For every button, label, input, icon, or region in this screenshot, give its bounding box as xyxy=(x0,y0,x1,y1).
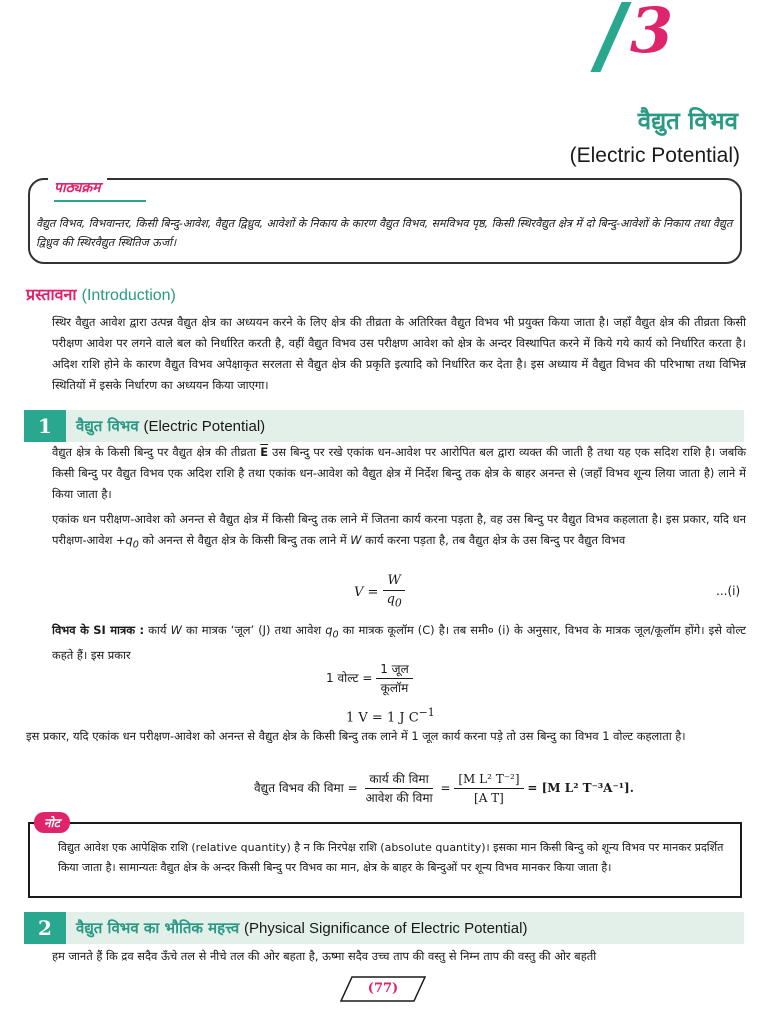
note-box xyxy=(28,816,742,898)
equation-potential-numerator: W xyxy=(383,572,404,591)
section-1-header xyxy=(24,410,744,442)
charge-q: +q xyxy=(115,533,133,547)
equation-dimension-fraction-1 xyxy=(362,770,437,807)
equation-den-q-subscript: 0 xyxy=(394,596,402,610)
section-1-title xyxy=(76,416,265,436)
section-1-paragraph-2-text xyxy=(26,509,746,555)
charge-symbol xyxy=(115,533,139,551)
equation-dimension-lhs: वैद्युत विभव की विमा = xyxy=(254,781,358,795)
para1-part-a: वैद्युत क्षेत्र के किसी बिन्दु पर वैद्युत क्षेत्र की तीव्रता xyxy=(52,445,257,459)
section-1-paragraph-1 xyxy=(26,442,746,505)
para2-part-b: को अनन्त से वैद्युत क्षेत्र के किसी बिन्दु तक लाने में xyxy=(142,533,347,547)
si-part-c: का मात्रक कूलॉम (C) है। तब समी० (i) के अनुसार, विभव के मात्रक जूल/कूलॉम होंगे। इसे वोल्ट कहते हैं। इस प्रकार xyxy=(52,623,747,663)
syllabus-box xyxy=(28,178,742,264)
si-charge-q-subscript: 0 xyxy=(332,629,339,641)
field-vector-symbol: $\overline{E}$ xyxy=(260,445,269,459)
si-part-b: का मात्रक ‘जूल’ (J) तथा आवेश xyxy=(185,623,322,637)
volt-definition-paragraph: इस प्रकार, यदि एकांक धन परीक्षण-आवेश को अनन्त से वैद्युत क्षेत्र के किसी बिन्दु तक लाने में 1 जूल कार्य करना पड़े तो उस बिन्दु का विभव 1 वोल्ट कहलाता है। xyxy=(26,729,686,743)
section-2-paragraph-text: हम जानते हैं कि द्रव सदैव ऊँचे तल से नीचे तल की ओर बहता है, ऊष्मा सदैव उच्च ताप की वस्तु से निम्न ताप की वस्तु की ओर बहती xyxy=(52,949,597,963)
syllabus-title-underline xyxy=(54,200,146,202)
section-1-paragraph-1-text xyxy=(26,442,746,505)
equation-volt-unit-text: 1 V = 1 J C xyxy=(346,710,419,726)
para1-part-b: उस बिन्दु पर रखे एकांक धन-आवेश पर आरोपित बल द्वारा व्यक्त की जाती है तथा यह एक सदिश राशि है। जबकि किसी बिन्दु पर वैद्युत विभव एक अदिश राशि है तथा एकांक धन-आवेश को वैद्युत क्षेत्र में निर्देश बिन्दु तक क्षेत्र के बाहर अनन्त से (जहाँ विभव शून्य लिया जाता है) लाने में किया जाता है। xyxy=(52,445,747,501)
equation-volt-numerator: 1 जूल xyxy=(376,660,413,679)
section-1-title-hindi: वैद्युत विभव xyxy=(76,417,139,435)
section-1-title-english: (Electric Potential) xyxy=(143,418,266,435)
equation-dimension-numerator-1: कार्य की विमा xyxy=(365,770,432,789)
chapter-title-hindi: वैद्युत विभव xyxy=(637,107,738,135)
section-2-paragraph xyxy=(26,946,746,967)
si-charge-symbol xyxy=(325,623,339,641)
equation-volt-denominator: कूलॉम xyxy=(380,681,409,695)
equals-sign: = xyxy=(440,781,451,795)
syllabus-text: वैद्युत विभव, विभवान्तर, किसी बिन्दु-आवेश, वैद्युत द्विध्रुव, आवेशों के निकाय के कारण वैद्युत विभव, समविभव पृष्ठ, किसी स्थिरवैद्युत क्षेत्र में दो बिन्दु-आवेशों के निकाय तथा वैद्युत द्विध्रुव की स्थिरवैद्युत स्थितिज ऊर्जा। xyxy=(36,217,733,249)
intro-paragraph xyxy=(26,312,746,396)
note-text: विद्युत आवेश एक आपेक्षिक राशि (relative quantity) है न कि निरपेक्ष राशि (absolute quantity)। इसका मान किसी बिन्दु को शून्य विभव पर मानकर प्रदर्शित किया जाता है। सामान्यतः वैद्युत क्षेत्र के अन्दर किसी बिन्दु पर विभव का मान, क्षेत्र के बाहर के बिन्दुओं पर शून्य विभव मानकर किया जाता है। xyxy=(58,841,724,874)
equation-volt-lhs: 1 वोल्ट = xyxy=(326,671,373,685)
note-badge: नोट xyxy=(34,812,70,833)
section-2-title-english: (Physical Significance of Electric Potential) xyxy=(243,920,528,937)
section-2-header xyxy=(24,912,744,944)
equation-volt-unit xyxy=(346,706,435,725)
equation-den-q: q xyxy=(386,592,395,607)
si-work-symbol: W xyxy=(170,623,182,637)
equation-volt-fraction xyxy=(376,660,413,697)
para2-part-a: एकांक धन परीक्षण-आवेश को अनन्त से वैद्युत क्षेत्र में किसी बिन्दु तक लाने में जितना कार्य करना पड़ता है, वह उस बिन्दु पर वैद्युत विभव कहलाता है। इस प्रकार, यदि धन परीक्षण-आवेश xyxy=(52,512,746,547)
equation-potential-fraction xyxy=(383,572,406,613)
equation-potential-lhs: V = xyxy=(354,584,379,600)
equation-dimension-denominator-2: [A T] xyxy=(474,791,504,805)
equation-dimension-denominator-1: आवेश की विमा xyxy=(365,791,433,805)
equation-volt-unit-sup: −1 xyxy=(418,706,435,719)
syllabus-title: पाठ्यक्रम xyxy=(48,178,107,197)
equation-dimension xyxy=(254,770,634,807)
equation-potential-denominator xyxy=(383,591,406,613)
equation-dimension-numerator-2: [M L² T⁻²] xyxy=(454,770,523,789)
page-number-badge xyxy=(340,976,426,1002)
chapter-number: 3 xyxy=(630,0,674,67)
intro-heading-hindi: प्रस्तावना xyxy=(26,285,77,304)
work-symbol: W xyxy=(350,533,362,547)
si-part-a: कार्य xyxy=(148,623,167,637)
para2-part-c: कार्य करना पड़ता है, तब वैद्युत क्षेत्र के उस बिन्दु पर वैद्युत विभव xyxy=(365,533,626,547)
equation-dimension-fraction-2 xyxy=(454,770,523,807)
page-number: (77) xyxy=(367,981,399,996)
intro-paragraph-text: स्थिर वैद्युत आवेश द्वारा उत्पन्न वैद्युत क्षेत्र का अध्ययन करने के लिए क्षेत्र की तीव्रता के अतिरिक्त वैद्युत विभव भी प्रयुक्त किया जाता है। जहाँ वैद्युत क्षेत्र की तीव्रता किसी परीक्षण आवेश पर लगने वाले बल को निर्धारित करती है, वहीं वैद्युत विभव उस परीक्षण आवेश को क्षेत्र के अन्दर विस्थापित करने में किये गये कार्य को निर्धारित करता है। अदिश राशि होने के कारण वैद्युत विभव अपेक्षाकृत सरलता से वैद्युत क्षेत्र की प्रकृति इत्यादि को निर्धारित कर देता है। इस अध्याय में वैद्युत विभव की परिभाषा तथा विभिन्न स्थितियों में इसके निर्धारण का अध्ययन किया जाएगा। xyxy=(52,315,746,392)
equation-volt xyxy=(326,660,413,697)
equation-dimension-result: = [M L² T⁻³A⁻¹]. xyxy=(527,781,634,795)
si-charge-q: q xyxy=(325,623,333,637)
section-2-number: 2 xyxy=(24,912,66,944)
si-unit-label: विभव के SI मात्रक : xyxy=(52,623,145,637)
section-2-title-hindi: वैद्युत विभव का भौतिक महत्त्व xyxy=(76,919,240,937)
chapter-title-english: (Electric Potential) xyxy=(569,144,740,167)
section-1-paragraph-2 xyxy=(26,509,746,555)
equation-tag: ...(i) xyxy=(716,584,741,598)
section-2-title xyxy=(76,918,527,938)
intro-heading xyxy=(26,283,176,305)
section-1-number: 1 xyxy=(24,410,66,442)
chapter-slash-decoration xyxy=(590,2,631,72)
intro-heading-english: (Introduction) xyxy=(81,287,176,304)
equation-potential xyxy=(354,572,406,613)
charge-q-subscript: 0 xyxy=(132,539,139,551)
